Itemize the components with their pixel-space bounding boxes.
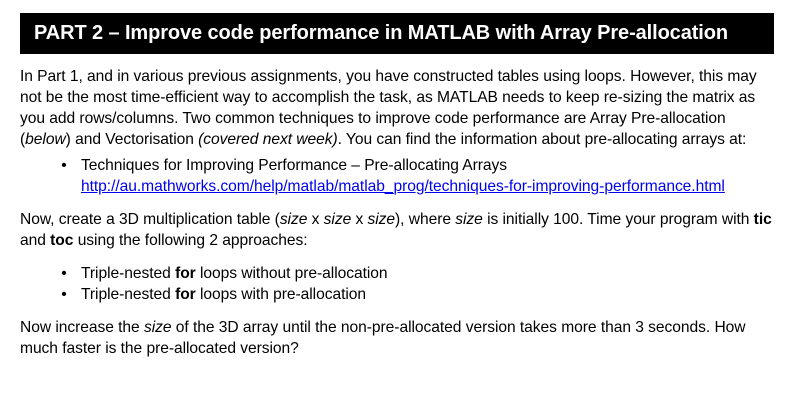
reference-list [20,155,790,197]
tic-keyword: tic [753,211,772,228]
reference-item [20,155,790,197]
task-line-2: and toc using the following 2 approaches: [20,232,308,249]
task-line-1: Now, create a 3D multiplication table (size x size x size), where size is initially 100. Time your program with tic [20,211,772,228]
question-line-2: much faster is the pre-allocated version? [20,340,299,357]
intro-line: not be the most time-efficient way to accomplish the task, as MATLAB needs to keep re-sizing the matrix as [20,89,756,106]
approach-item: • Triple-nested for loops without pre-allocation [20,263,790,284]
section-heading-banner [20,13,774,54]
below-emphasis: below [25,131,66,148]
document-body [20,66,790,359]
intro-line: you add rows/columns. Two common techniques to improve code performance are Array Pre-allocation [20,110,726,127]
intro-paragraph [20,66,790,150]
approach-item: • Triple-nested for loops with pre-allocation [20,284,790,305]
bullet-icon: • [61,265,67,282]
bullet-icon: • [61,286,67,303]
question-paragraph [20,317,790,359]
for-keyword: for [175,286,196,303]
reference-link[interactable]: http://au.mathworks.com/help/matlab/matlab_prog/techniques-for-improving-performance.html [81,178,725,195]
reference-title: Techniques for Improving Performance – Pre-allocating Arrays [81,157,508,174]
approaches-list [20,263,790,305]
question-line-1: Now increase the size of the 3D array until the non-pre-allocated version takes more than 3 seconds. How [20,319,746,336]
bullet-icon: • [61,157,67,174]
toc-keyword: toc [50,232,74,249]
section-heading: PART 2 – Improve code performance in MATLAB with Array Pre-allocation [34,22,728,44]
intro-line: (below) and Vectorisation (covered next week). You can find the information about pre-allocating arrays at: [20,131,747,148]
for-keyword: for [175,265,196,282]
intro-line: In Part 1, and in various previous assignments, you have constructed tables using loops. However, this may [20,68,757,85]
task-paragraph [20,209,790,251]
covered-next-week-emphasis: (covered next week) [198,131,338,148]
